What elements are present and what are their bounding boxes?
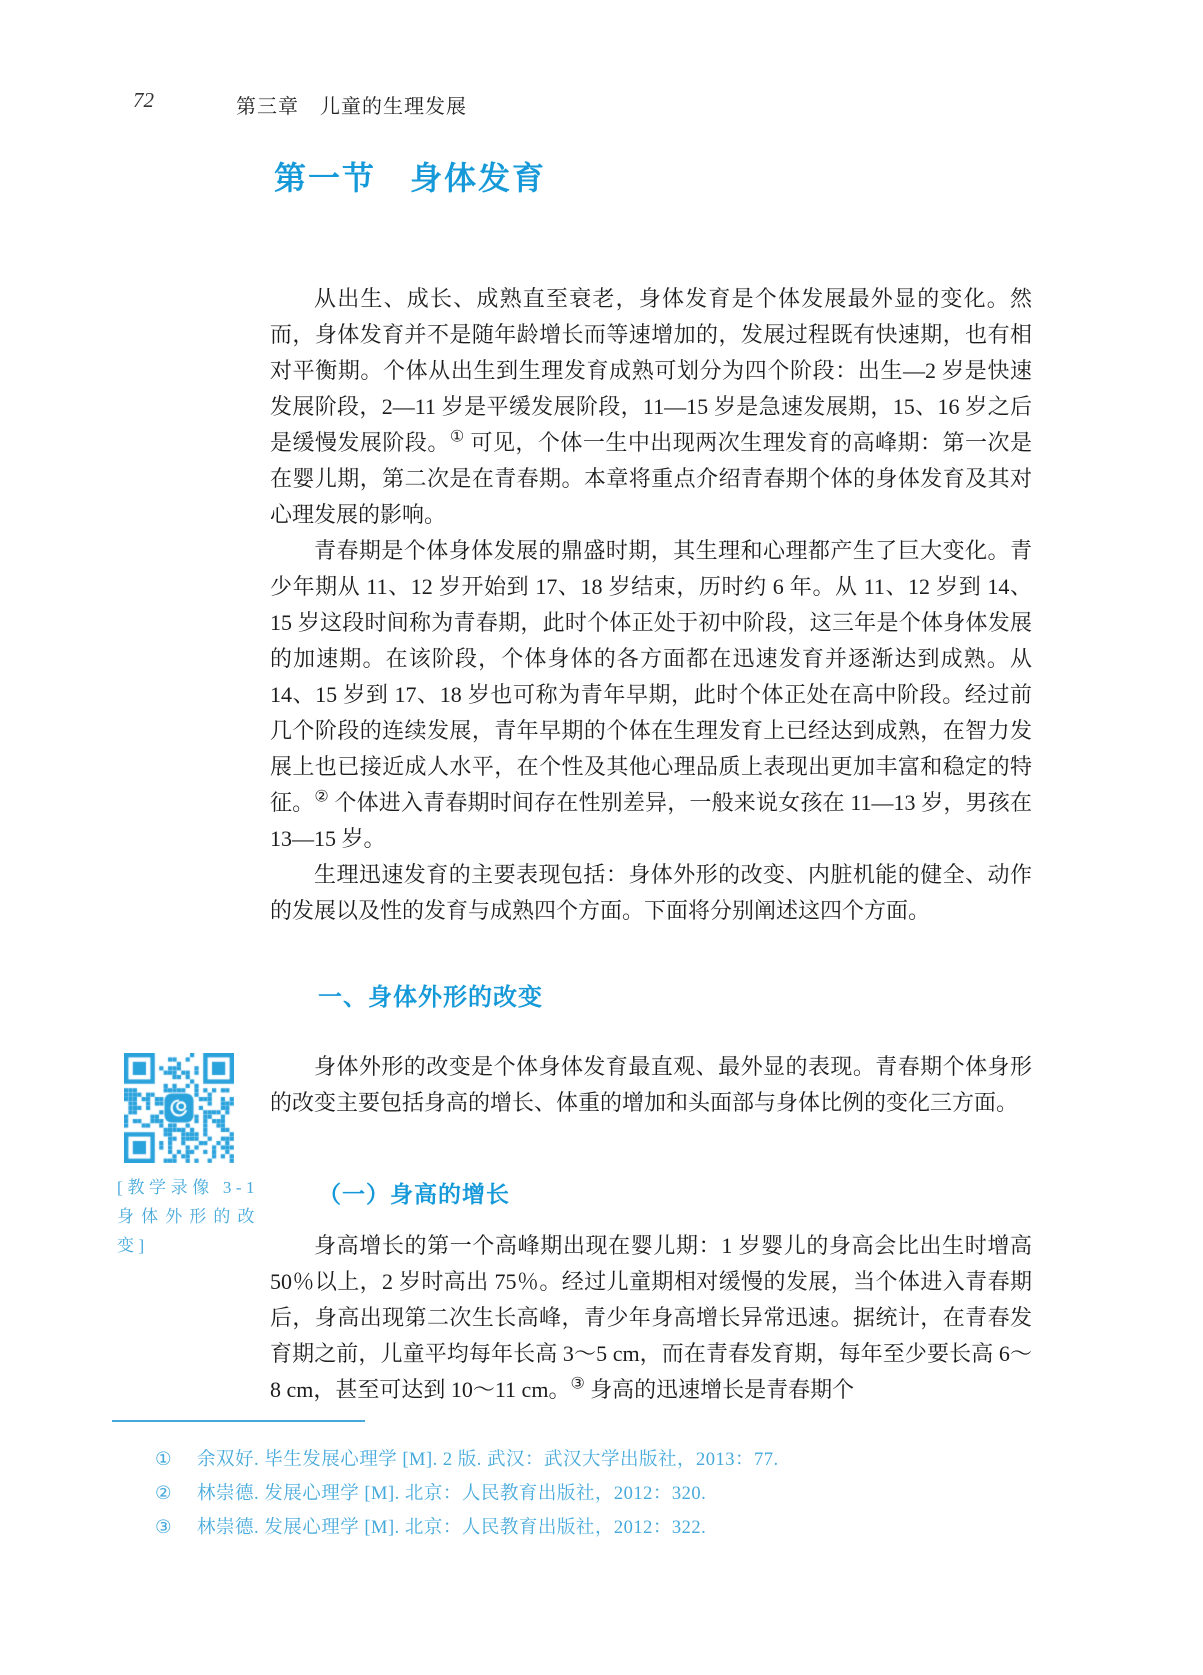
footnote-text: 林崇德. 发展心理学 [M]. 北京：人民教育出版社，2012：322. (197, 1518, 707, 1538)
paragraph: 从出生、成长、成熟直至衰老，身体发育是个体发展最外显的变化。然而，身体发育并不是随年龄增长而等速增加的，发展过程既有快速期，也有相对平衡期。个体从出生到生理发育成熟可划分为四个阶段：出生—2 岁是快速发展阶段，2—11 岁是平缓发展阶段，11—15 岁是急速发展期，15、16 岁之后是缓慢发展阶段。① 可见，个体一生中出现两次生理发育的高峰期：第一次是在婴儿期，第二次是在青春期。本章将重点介绍青春期个体的身体发育及其对心理发展的影响。 (270, 286, 1032, 527)
paragraph: 生理迅速发育的主要表现包括：身体外形的改变、内脏机能的健全、动作的发展以及性的发育与成熟四个方面。下面将分别阐述这四个方面。 (270, 862, 1032, 923)
footnote-item (155, 1511, 1055, 1545)
footnote-item (155, 1443, 1055, 1477)
paragraph: 青春期是个体身体发展的鼎盛时期，其生理和心理都产生了巨大变化。青少年期从 11、12 岁开始到 17、18 岁结束，历时约 6 年。从 11、12 岁到 14、15 岁这段时间称为青春期，此时个体正处于初中阶段，这三年是个体身体发展的加速期。在该阶段，个体身体的各方面都在迅速发育并逐渐达到成熟。从 14、15 岁到 17、18 岁也可称为青年早期，此时个体正处在高中阶段。经过前几个阶段的连续发展，青年早期的个体在生理发育上已经达到成熟，在智力发展上也已接近成人水平，在个性及其他心理品质上表现出更加丰富和稳定的特征。② 个体进入青春期时间存在性别差异，一般来说女孩在 11—13 岁，男孩在 13—15 岁。 (270, 538, 1032, 851)
intro-text-block (270, 281, 1032, 929)
footnote-text: 林崇德. 发展心理学 [M]. 北京：人民教育出版社，2012：320. (197, 1484, 707, 1504)
footnote-text: 余双好. 毕生发展心理学 [M]. 2 版. 武汉：武汉大学出版社，2013：77. (197, 1450, 779, 1470)
subsection-text-block (270, 1228, 1032, 1408)
section-heading: 一、身体外形的改变 (318, 985, 543, 1011)
qr-caption: [教学录像 3-1 身体外形的改变] (117, 1178, 259, 1255)
footnote-item (155, 1477, 1055, 1511)
page-number: 72 (133, 88, 154, 112)
paragraph: 身高增长的第一个高峰期出现在婴儿期：1 岁婴儿的身高会比出生时增高 50％以上，2 岁时高出 75％。经过儿童期相对缓慢的发展，当个体进入青春期后，身高出现第二次生长高峰，青少年身高增长异常迅速。据统计，在青春发育期之前，儿童平均每年长高 3～5 cm，而在青春发育期，每年至少要长高 6～8 cm，甚至可达到 10～11 cm。③ 身高的迅速增长是青春期个 (270, 1233, 1032, 1402)
footnote-divider (112, 1420, 365, 1422)
chapter-header: 第三章 儿童的生理发展 (236, 96, 467, 118)
footnote-marker: ② (155, 1484, 172, 1504)
section1-text-block (270, 1049, 1032, 1121)
footnote-marker: ③ (155, 1518, 172, 1538)
footnote-marker: ① (155, 1450, 172, 1470)
footnotes (155, 1443, 1055, 1545)
subsection-heading: （一）身高的增长 (318, 1182, 510, 1207)
section-title: 第一节 身体发育 (274, 160, 547, 196)
paragraph: 身体外形的改变是个体身体发育最直观、最外显的表现。青春期个体身形的改变主要包括身高的增长、体重的增加和头面部与身体比例的变化三方面。 (270, 1054, 1032, 1115)
qr-code-teaching-video (124, 1053, 234, 1163)
